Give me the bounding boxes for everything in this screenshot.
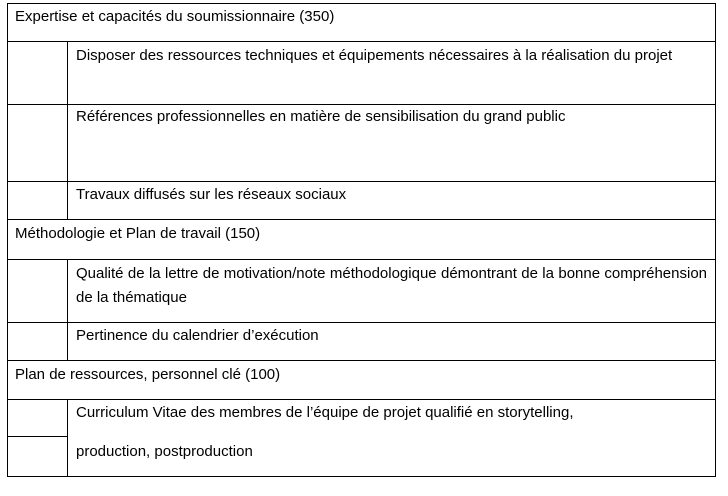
criterion-cell: [68, 323, 716, 360]
criterion-cell: [68, 42, 716, 104]
score-cell: [7, 323, 68, 360]
criterion-row: [7, 41, 716, 104]
section-header-plan-ressources: [7, 360, 716, 399]
criterion-row: [7, 322, 716, 360]
score-cell: [7, 105, 68, 181]
criterion-cell: [68, 436, 716, 476]
section-header-expertise: [7, 3, 716, 41]
criterion-text: Pertinence du calendrier d’exécution: [76, 327, 319, 344]
score-cell: [7, 436, 68, 476]
score-cell: [7, 42, 68, 104]
section-title: Plan de ressources, personnel clé (100): [15, 366, 281, 383]
criterion-text: Qualité de la lettre de motivation/note méthodologique démontrant de la bonne compréhension de la thématique: [76, 265, 707, 306]
criterion-row: [7, 104, 716, 181]
criterion-row: [7, 181, 716, 219]
score-cell: [7, 260, 68, 322]
criterion-row-continued: [7, 436, 716, 476]
score-cell: [7, 182, 68, 219]
section-title: Expertise et capacités du soumissionnaire (350): [15, 8, 335, 25]
criterion-row: [7, 399, 716, 436]
criterion-cell: [68, 400, 716, 436]
criterion-cell: [68, 182, 716, 219]
section-header-methodologie: [7, 219, 716, 259]
criterion-text: production, postproduction: [76, 443, 253, 460]
criterion-text: Travaux diffusés sur les réseaux sociaux: [76, 186, 347, 203]
criterion-cell: [68, 105, 716, 181]
criterion-row: [7, 259, 716, 322]
criterion-text-line: Curriculum Vitae des membres de l’équipe de projet qualifié en storytelling,: [76, 404, 574, 421]
score-cell: [7, 400, 68, 436]
criterion-text: [76, 401, 707, 425]
criterion-cell: [68, 260, 716, 322]
criterion-text: Références professionnelles en matière de sensibilisation du grand public: [76, 108, 566, 125]
evaluation-criteria-table: [7, 3, 716, 477]
criterion-text: Disposer des ressources techniques et équipements nécessaires à la réalisation du projet: [76, 47, 673, 64]
section-title: Méthodologie et Plan de travail (150): [15, 225, 261, 242]
table-bottom-border: [7, 476, 716, 477]
